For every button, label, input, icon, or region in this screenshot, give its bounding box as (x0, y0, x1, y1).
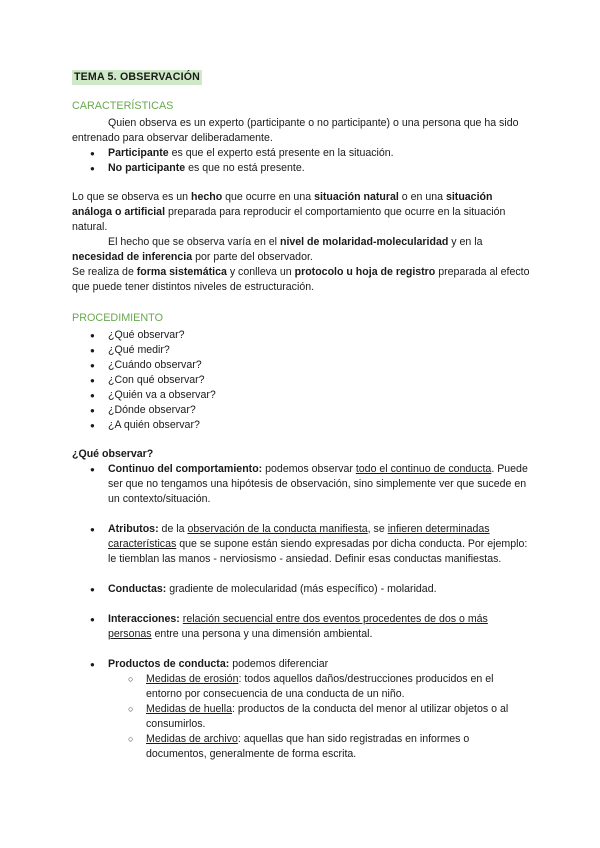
list-participante (72, 146, 530, 176)
sublist-item: ○ Medidas de erosión: todos aquellos daños/destrucciones producidos en el entorno por consecuencia de una conducta de un niño. (146, 672, 530, 702)
list-item: ● ¿Con qué observar? (108, 373, 530, 388)
list-item-conductas: ● Conductas: gradiente de molecularidad (más específico) - molaridad. (108, 582, 530, 597)
list-item: ● ¿A quién observar? (108, 418, 530, 433)
list-item-interacciones: ● Interacciones: relación secuencial entre dos eventos procedentes de dos o más personas entre una persona y una dimensión ambiental. (108, 612, 530, 642)
list-item-productos: ● Productos de conducta: podemos diferenciar ○ Medidas de erosión: todos aquellos daños/destrucciones producidos en el entorno por consecuencia de una conducta de un niño. ○ Medidas de huella: productos de la conducta del menor al utilizar objetos o al consumirlos. ○ Medidas de archivo: aquellas que han sido registradas en informes o documentos, generalmente de forma escrita. (108, 657, 530, 762)
section-heading-caracteristicas: CARACTERÍSTICAS (72, 100, 174, 112)
paragraph-nivel: El hecho que se observa varía en el nivel de molaridad-molecularidad y en la necesidad de inferencia por parte del observador. (72, 236, 483, 263)
paragraph-hecho: Lo que se observa es un hecho que ocurre en una situación natural o en una situación análoga o artificial preparada para reproducir el comportamiento que ocurre en la situación natural. (72, 191, 506, 233)
subheading-que-observar: ¿Qué observar? (72, 448, 154, 460)
list-item: ● No participante es que no está presente. (108, 161, 530, 176)
document-title: TEMA 5. OBSERVACIÓN (74, 71, 201, 83)
list-item: ● Participante es que el experto está presente en la situación. (108, 146, 530, 161)
paragraph-forma: Se realiza de forma sistemática y conlleva un protocolo u hoja de registro preparada al efecto que puede tener distintos niveles de estructuración. (72, 266, 530, 293)
list-item: ● ¿Qué medir? (108, 343, 530, 358)
list-item: ● ¿Dónde observar? (108, 403, 530, 418)
sublist-item: ○ Medidas de archivo: aquellas que han sido registradas en informes o documentos, generalmente de forma escrita. (146, 732, 530, 762)
paragraph-intro: Quien observa es un experto (participante o no participante) o una persona que ha sido entrenado para observar deliberadamente. (72, 117, 519, 144)
list-item: ● ¿Quién va a observar? (108, 388, 530, 403)
sublist-item: ○ Medidas de huella: productos de la conducta del menor al utilizar objetos o al consumirlos. (146, 702, 530, 732)
list-item: ● ¿Qué observar? (108, 328, 530, 343)
list-item: ● ¿Cuándo observar? (108, 358, 530, 373)
section-heading-procedimiento: PROCEDIMIENTO (72, 312, 163, 324)
document-content (72, 70, 530, 762)
list-procedimiento (72, 328, 530, 433)
list-item-continuo: ● Continuo del comportamiento: podemos observar todo el continuo de conducta. Puede ser que no tengamos una hipótesis de observación, sino simplemente ver que sucede en un contexto/situación. (108, 462, 530, 507)
list-item-atributos: ● Atributos: de la observación de la conducta manifiesta, se infieren determinadas características que se supone están siendo expresadas por dicha conducta. Por ejemplo: le tiemblan las manos - nerviosismo - ansiedad. Definir esas conductas manifiestas. (108, 522, 530, 567)
sublist-productos (108, 672, 530, 762)
list-que-observar (72, 462, 530, 762)
